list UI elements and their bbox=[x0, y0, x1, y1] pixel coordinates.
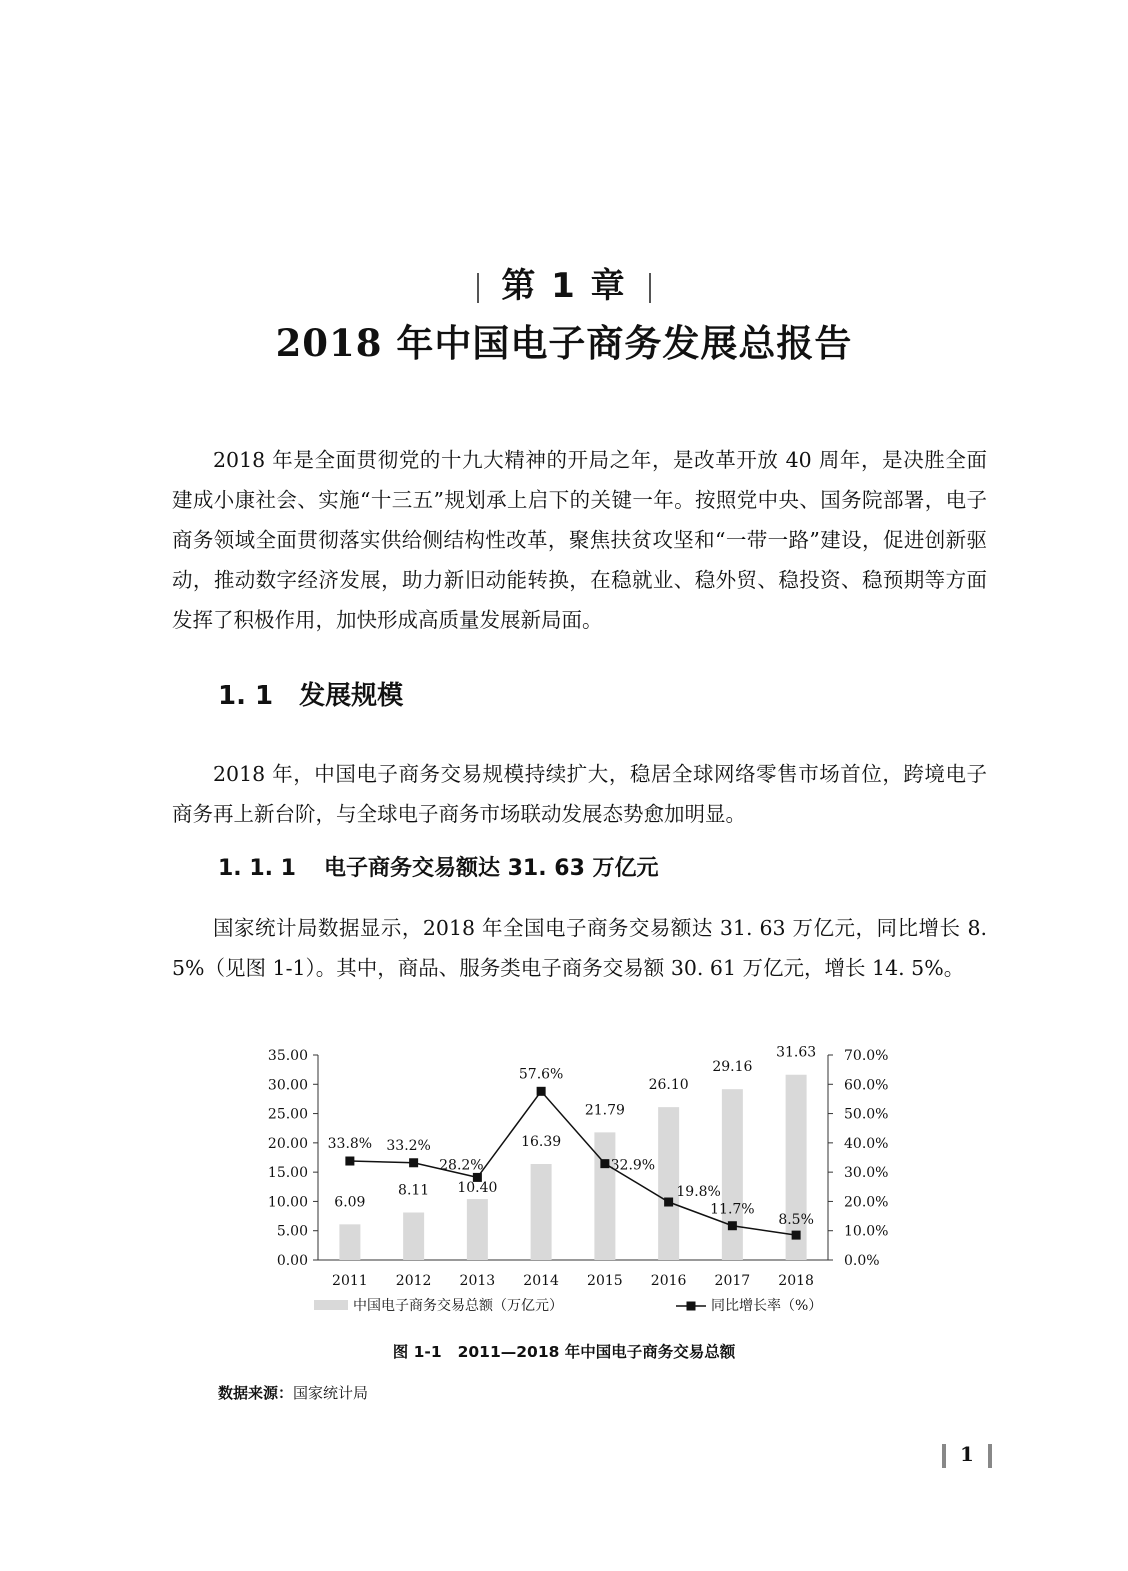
subsection-paragraph: 国家统计局数据显示，2018 年全国电子商务交易额达 31. 63 万亿元，同比增长 8. 5%（见图 1-1）。其中，商品、服务类电子商务交易额 30. 61 万亿元，增长 14. 5%。 bbox=[172, 916, 987, 980]
bar-value-label: 31.63 bbox=[776, 1044, 817, 1061]
x-axis-tick-label: 2014 bbox=[523, 1273, 559, 1289]
bar bbox=[403, 1212, 424, 1260]
x-axis-tick-label: 2011 bbox=[332, 1273, 368, 1289]
line-value-label: 11.7% bbox=[710, 1201, 755, 1218]
figure-number: 图 1-1 bbox=[392, 1343, 442, 1361]
page-number-right-bar bbox=[988, 1444, 992, 1468]
right-axis-tick-label: 50.0% bbox=[844, 1106, 889, 1123]
left-axis-tick-label: 25.00 bbox=[267, 1106, 308, 1123]
subsection-title: 电子商务交易额达 31. 63 万亿元 bbox=[323, 856, 659, 881]
intro-paragraph: 2018 年是全面贯彻党的十九大精神的开局之年，是改革开放 40 周年，是决胜全面建成小康社会、实施“十三五”规划承上启下的关键一年。按照党中央、国务院部署，电子商务领域全面贯彻落实供给侧结构性改革，聚焦扶贫攻坚和“一带一路”建设，促进创新驱动，推动数字经济发展，助力新旧动能转换，在稳就业、稳外贸、稳投资、稳预期等方面发挥了积极作用，加快形成高质量发展新局面。 bbox=[172, 448, 987, 632]
right-axis-tick-label: 10.0% bbox=[844, 1223, 889, 1240]
x-axis-tick-label: 2015 bbox=[587, 1273, 623, 1289]
chapter-title: 2018 年中国电子商务发展总报告 bbox=[275, 321, 853, 365]
bar-value-label: 6.09 bbox=[334, 1194, 366, 1211]
bar-value-label: 29.16 bbox=[712, 1059, 753, 1076]
right-axis-tick-label: 60.0% bbox=[844, 1077, 889, 1094]
right-axis-tick-label: 20.0% bbox=[844, 1194, 889, 1211]
data-source-label: 数据来源： bbox=[218, 1384, 294, 1402]
chapter-label-text: 第 1 章 bbox=[501, 266, 627, 306]
bar-value-label: 8.11 bbox=[398, 1182, 430, 1199]
right-axis-tick-label: 40.0% bbox=[844, 1135, 889, 1152]
left-axis-tick-label: 30.00 bbox=[267, 1077, 308, 1094]
bar bbox=[531, 1164, 552, 1260]
figure-title: 2011—2018 年中国电子商务交易总额 bbox=[457, 1343, 736, 1361]
section-paragraph: 2018 年，中国电子商务交易规模持续扩大，稳居全球网络零售市场首位，跨境电子商务再上新台阶，与全球电子商务市场联动发展态势愈加明显。 bbox=[172, 762, 987, 826]
line-value-label: 28.2% bbox=[439, 1157, 484, 1174]
bar bbox=[722, 1089, 743, 1260]
legend-line-marker bbox=[687, 1302, 696, 1311]
bar-value-label: 26.10 bbox=[648, 1077, 689, 1094]
left-axis-tick-label: 20.00 bbox=[267, 1135, 308, 1152]
line-value-label: 33.8% bbox=[327, 1136, 373, 1153]
line-value-label: 19.8% bbox=[676, 1184, 721, 1201]
legend-bar-label: 中国电子商务交易总额（万亿元） bbox=[353, 1298, 563, 1314]
bar-value-label: 16.39 bbox=[521, 1134, 562, 1151]
line-value-label: 33.2% bbox=[386, 1137, 431, 1154]
x-axis-tick-label: 2013 bbox=[459, 1273, 496, 1289]
left-axis-tick-label: 15.00 bbox=[267, 1165, 308, 1182]
line-marker bbox=[537, 1087, 546, 1096]
line-marker bbox=[728, 1221, 737, 1230]
line-value-label: 32.9% bbox=[610, 1157, 656, 1174]
line-marker bbox=[600, 1159, 609, 1168]
bar bbox=[339, 1224, 360, 1260]
page-number bbox=[928, 1442, 1006, 1468]
left-axis-tick-label: 0.00 bbox=[276, 1253, 308, 1269]
left-axis-tick-label: 10.00 bbox=[267, 1194, 308, 1211]
legend-bar-swatch bbox=[314, 1300, 348, 1310]
bar-value-label: 21.79 bbox=[584, 1102, 625, 1119]
line-value-label: 57.6% bbox=[518, 1066, 564, 1083]
right-axis-tick-label: 30.0% bbox=[844, 1165, 889, 1182]
bar bbox=[467, 1199, 488, 1260]
left-axis-tick-label: 5.00 bbox=[276, 1223, 308, 1240]
page-number-left-bar bbox=[942, 1444, 946, 1468]
section-number: 1. 1 bbox=[218, 681, 274, 711]
x-axis-tick-label: 2018 bbox=[778, 1273, 814, 1289]
line-value-label: 8.5% bbox=[778, 1212, 814, 1229]
left-axis-tick-label: 35.00 bbox=[267, 1048, 308, 1064]
x-axis-tick-label: 2016 bbox=[650, 1273, 687, 1289]
page-number-text: 1 bbox=[960, 1442, 974, 1466]
data-source-value: 国家统计局 bbox=[293, 1384, 369, 1402]
right-axis-tick-label: 0.0% bbox=[844, 1253, 880, 1269]
x-axis-tick-label: 2012 bbox=[395, 1273, 432, 1289]
data-source bbox=[218, 1382, 368, 1403]
x-axis-tick-label: 2017 bbox=[714, 1273, 751, 1289]
line-marker bbox=[664, 1198, 673, 1207]
right-axis-tick-label: 70.0% bbox=[844, 1048, 889, 1064]
figure-caption bbox=[0, 1340, 1128, 1362]
section-title: 发展规模 bbox=[299, 681, 404, 711]
line-marker bbox=[409, 1158, 418, 1167]
legend-line-label: 同比增长率（%） bbox=[711, 1298, 823, 1314]
line-marker bbox=[792, 1231, 801, 1240]
bar-value-label: 10.40 bbox=[457, 1180, 498, 1196]
bar bbox=[594, 1132, 615, 1260]
subsection-number: 1. 1. 1 bbox=[218, 856, 296, 881]
line-marker bbox=[345, 1157, 354, 1166]
